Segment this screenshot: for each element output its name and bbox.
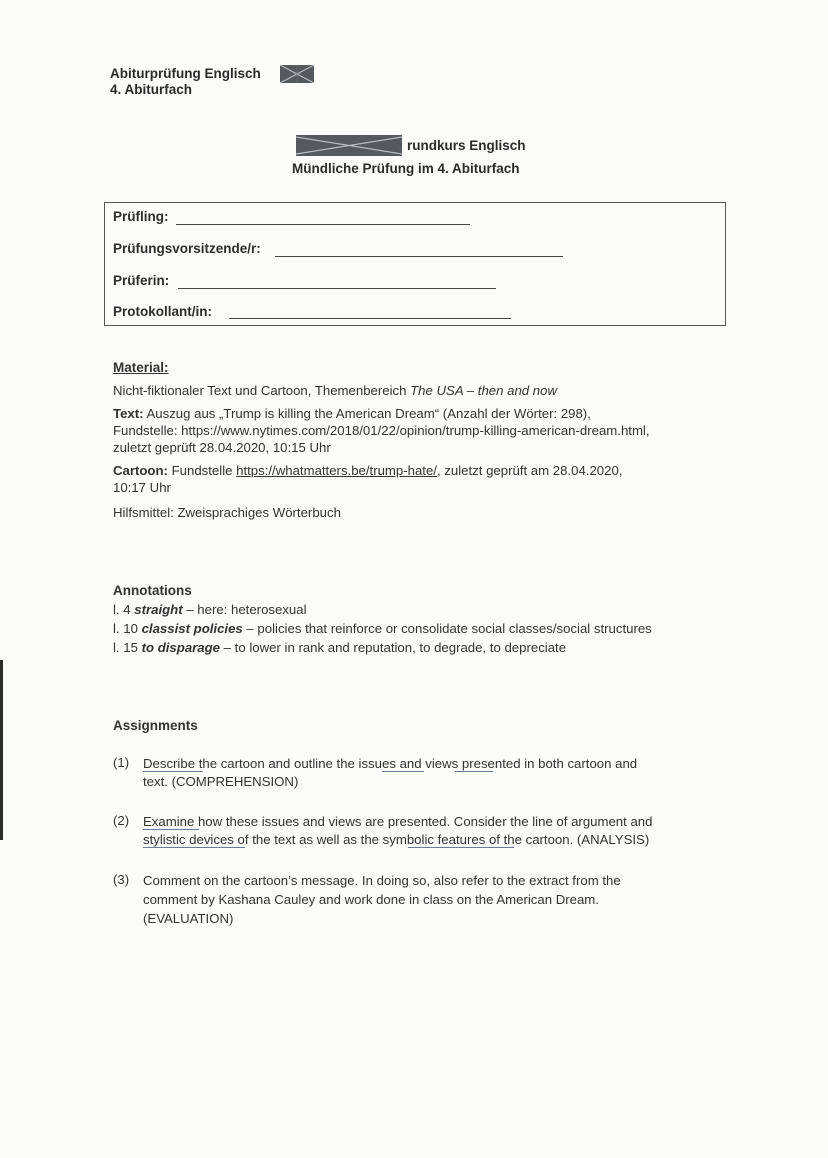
- handwritten-underline: [382, 771, 424, 772]
- field-label-examiner: Prüferin:: [113, 273, 170, 288]
- cartoon-link[interactable]: https://whatmatters.be/trump-hate/: [236, 463, 437, 478]
- material-text-checked: zuletzt geprüft 28.04.2020, 10:15 Uhr: [113, 440, 331, 455]
- assignment-text: stylistic devices of the text as well as the symbolic features of the cartoon. (ANALYSIS): [143, 832, 650, 847]
- material-cartoon-source: Cartoon: Fundstelle https://whatmatters.be/trump-hate/, zuletzt geprüft am 28.04.2020,: [113, 463, 623, 478]
- handwritten-underline: [455, 771, 493, 772]
- assignment-text: text. (COMPREHENSION): [143, 774, 299, 789]
- annotations-heading: Annotations: [113, 583, 192, 598]
- field-line-examiner[interactable]: [178, 288, 496, 289]
- assignment-text: (EVALUATION): [143, 911, 234, 926]
- assignment-number: (1): [113, 755, 130, 770]
- material-cartoon-time: 10:17 Uhr: [113, 480, 171, 495]
- field-line-chair[interactable]: [275, 256, 563, 257]
- field-label-recorder: Protokollant/in:: [113, 304, 212, 319]
- redaction-cross-icon: [280, 65, 314, 83]
- material-heading: Material:: [113, 360, 169, 375]
- scan-edge-shadow: [0, 660, 3, 840]
- handwritten-underline: [143, 829, 199, 830]
- redaction-mark-title: [296, 135, 402, 156]
- annotation-item: l. 15 to disparage – to lower in rank and reputation, to degrade, to depreciate: [113, 640, 567, 655]
- header-subtitle: 4. Abiturfach: [110, 82, 193, 97]
- assignment-text: Examine how these issues and views are presented. Consider the line of argument and: [143, 814, 653, 829]
- redaction-cross-icon: [296, 135, 402, 156]
- assignment-number: (2): [113, 813, 130, 828]
- field-label-examinee: Prüfling:: [113, 209, 169, 224]
- redaction-mark: [280, 65, 314, 83]
- material-description: Nicht-fiktionaler Text und Cartoon, Themenbereich The USA – then and now: [113, 383, 557, 398]
- handwritten-underline: [408, 847, 514, 848]
- annotation-item: l. 10 classist policies – policies that reinforce or consolidate social classes/social structures: [113, 621, 652, 636]
- handwritten-underline: [143, 847, 245, 848]
- assignment-text: Comment on the cartoon’s message. In doing so, also refer to the extract from the: [143, 873, 621, 888]
- assignment-number: (3): [113, 872, 130, 887]
- field-line-examinee[interactable]: [176, 224, 470, 225]
- material-text-url: Fundstelle: https://www.nytimes.com/2018/01/22/opinion/trump-killing-american-dream.html,: [113, 423, 650, 438]
- exam-subtitle: Mündliche Prüfung im 4. Abiturfach: [292, 161, 520, 176]
- material-aids: Hilfsmittel: Zweisprachiges Wörterbuch: [113, 505, 341, 520]
- header-title: Abiturprüfung Englisch: [110, 66, 261, 81]
- assignment-text: comment by Kashana Cauley and work done in class on the American Dream.: [143, 892, 599, 907]
- course-title: rundkurs Englisch: [407, 138, 526, 153]
- handwritten-underline: [143, 771, 203, 772]
- material-text-source: Text: Auszug aus „Trump is killing the American Dream“ (Anzahl der Wörter: 298),: [113, 406, 591, 421]
- field-label-chair: Prüfungsvorsitzende/r:: [113, 241, 261, 256]
- participants-form: [104, 202, 726, 326]
- assignments-heading: Assignments: [113, 718, 198, 733]
- field-line-recorder[interactable]: [229, 318, 511, 319]
- assignment-text: Describe the cartoon and outline the issues and views presented in both cartoon and: [143, 756, 638, 771]
- annotation-item: l. 4 straight – here: heterosexual: [113, 602, 307, 617]
